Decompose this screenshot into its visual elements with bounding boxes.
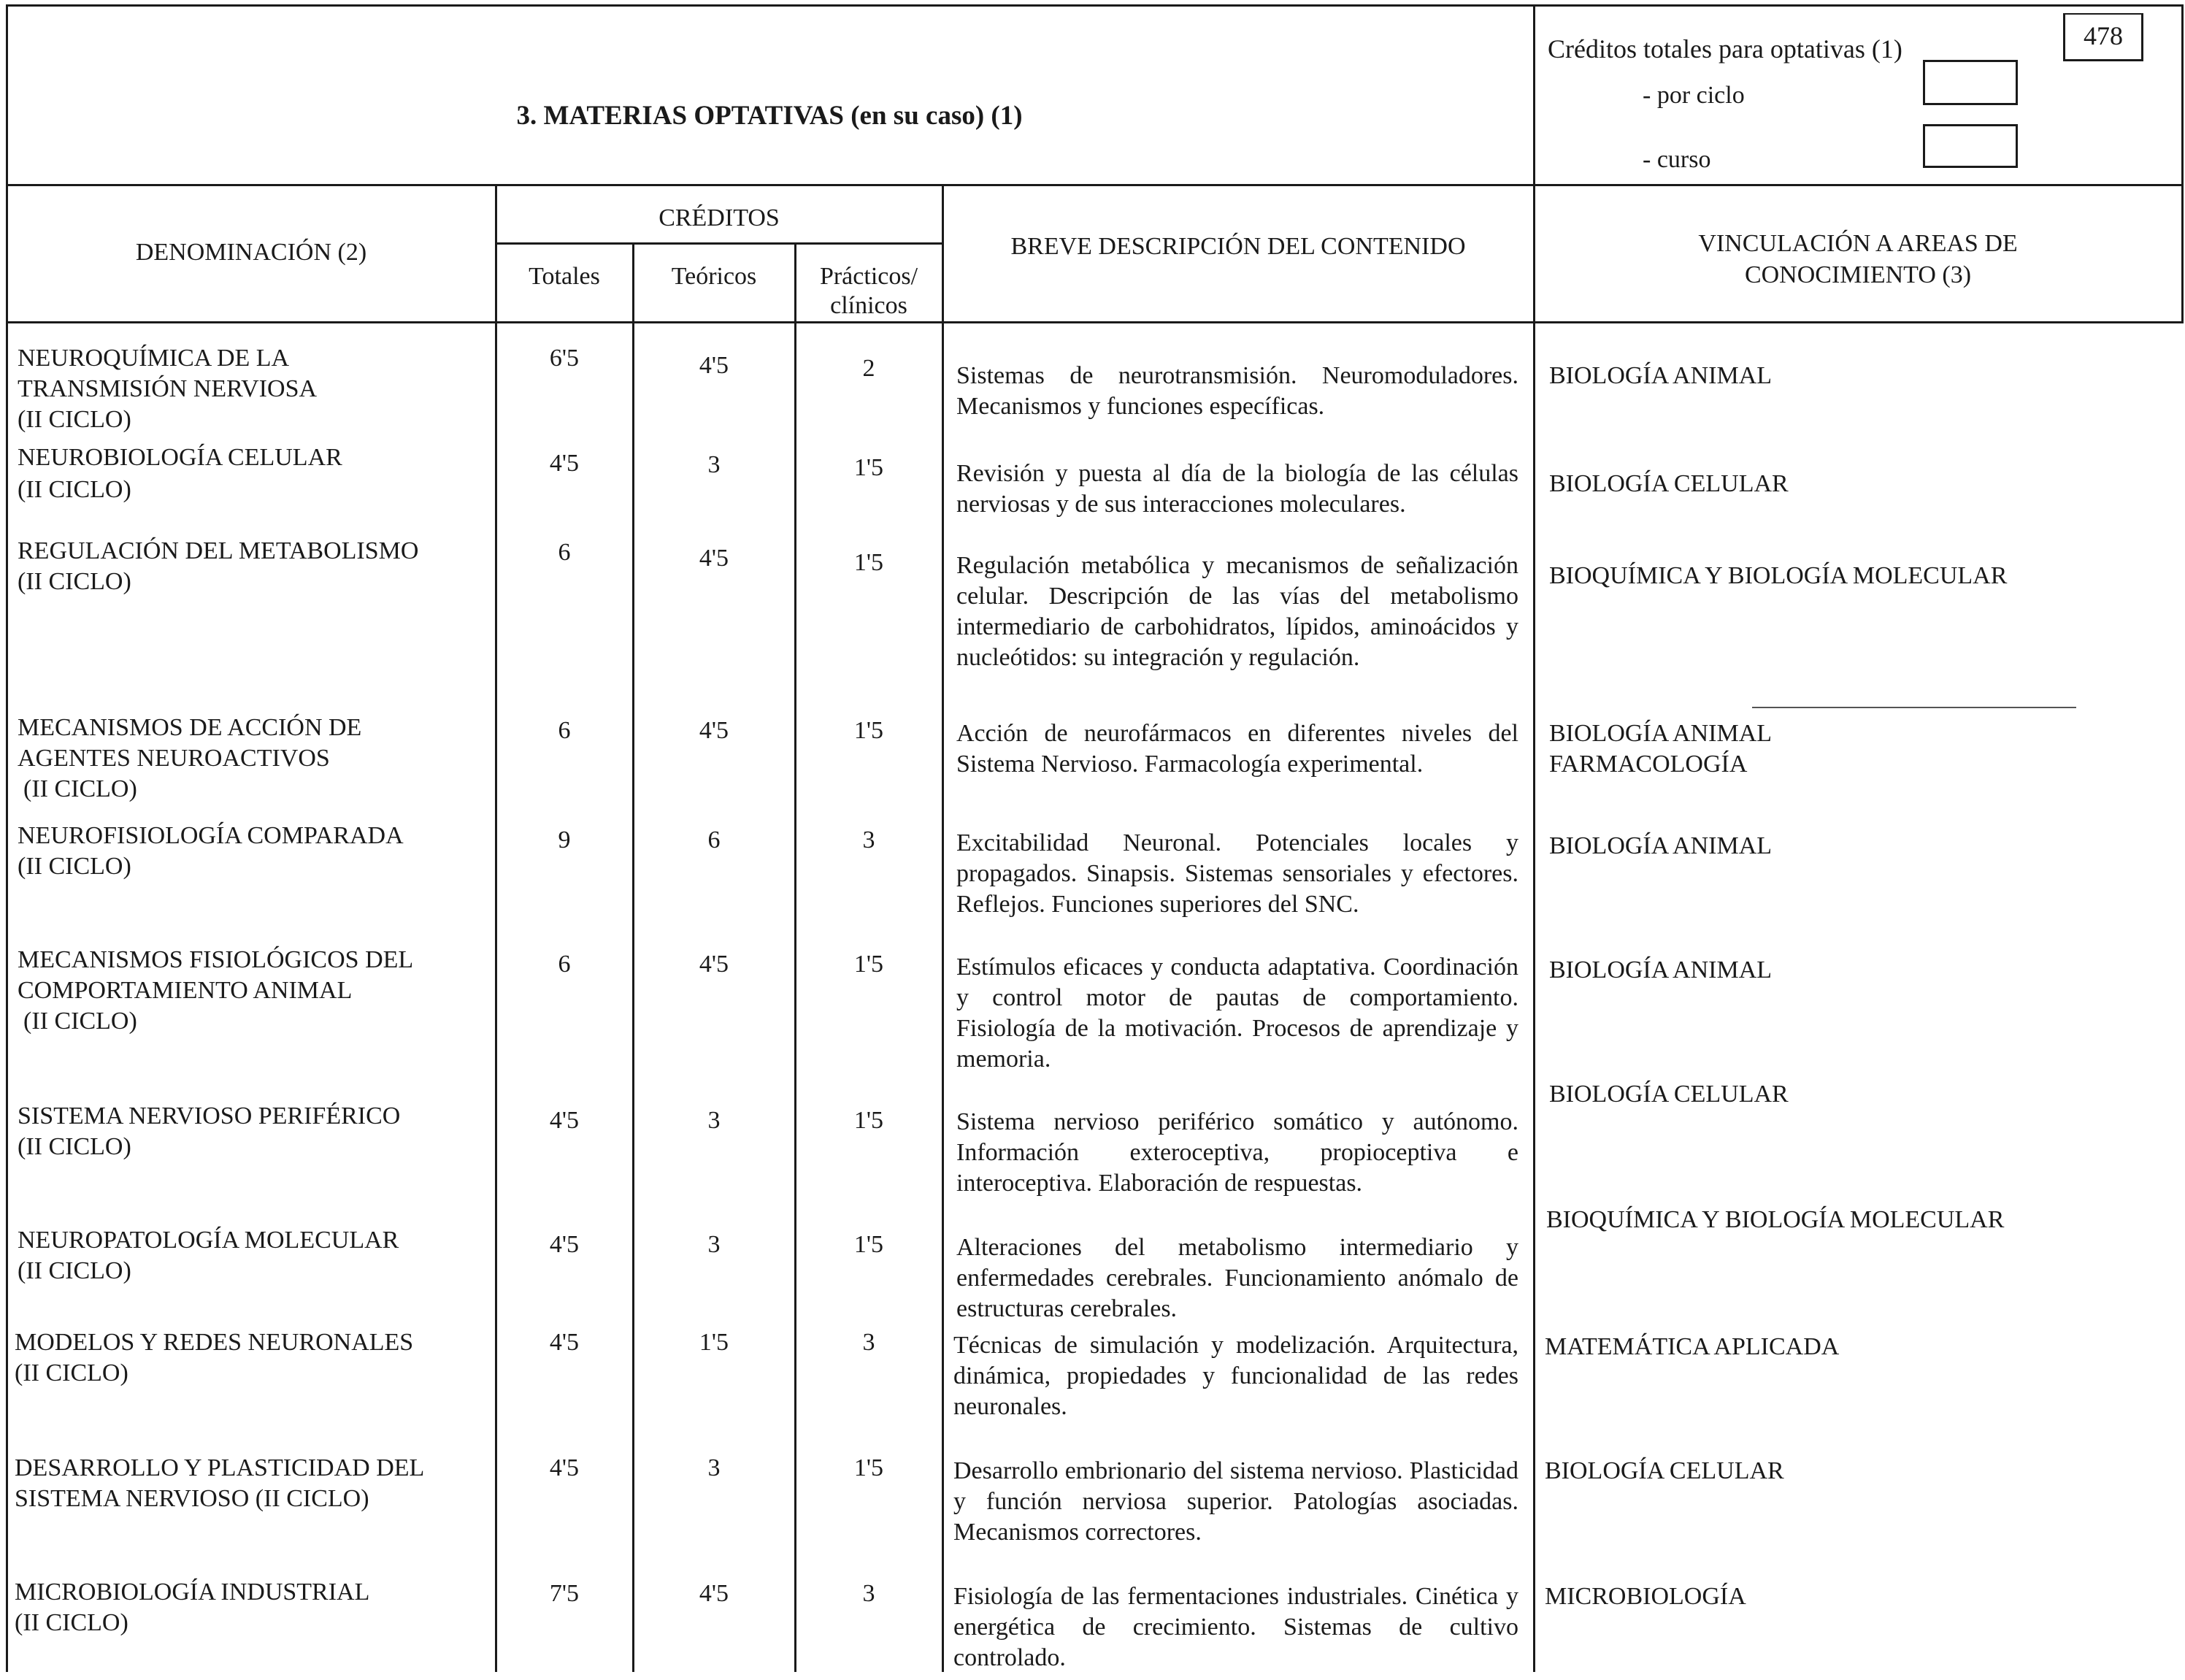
row-practicos: 1'5: [853, 717, 884, 744]
row-name-line: (II CICLO): [23, 1008, 137, 1035]
row-practicos: 3: [862, 1329, 875, 1356]
row-teoricos: 3: [707, 451, 721, 478]
col-practicos-line1: Prácticos/: [819, 263, 918, 290]
frame-top: [6, 4, 2184, 7]
frame-right: [2181, 4, 2184, 323]
col-denominacion: DENOMINACIÓN (2): [135, 239, 367, 266]
row-name-line: TRANSMISIÓN NERVIOSA: [18, 375, 318, 402]
col-line-desc-left: [942, 184, 944, 1672]
row-description: Sistema nervioso periférico somático y autónomo. Información exteroceptiva, propioceptiva e interoceptiva. Elaboración de respuestas.: [956, 1108, 1518, 1197]
row-description: Regulación metabólica y mecanismos de señalización celular. Descripción de las vías del metabolismo intermediario de carbohidratos, lípidos, aminoácidos y nucleótidos: su integración y regulación.: [956, 552, 1518, 671]
row-area: BIOLOGÍA ANIMAL: [1549, 956, 1773, 983]
col-practicos-line2: clínicos: [830, 292, 907, 319]
row-practicos: 2: [862, 355, 875, 382]
row-teoricos: 3: [707, 1231, 721, 1258]
row-teoricos: 4'5: [699, 545, 729, 572]
row-area: MICROBIOLOGÍA: [1545, 1583, 1746, 1610]
row-area: BIOLOGÍA ANIMAL: [1549, 832, 1773, 859]
row-teoricos: 4'5: [699, 717, 729, 744]
col-teoricos: Teóricos: [671, 263, 757, 290]
row-area: FARMACOLOGÍA: [1549, 751, 1748, 778]
header-bottom-rule: [6, 184, 2184, 186]
row-name-line: (II CICLO): [15, 1359, 128, 1386]
row-area: BIOLOGÍA ANIMAL: [1549, 720, 1773, 747]
row-teoricos: 1'5: [699, 1329, 729, 1356]
row-totales: 6: [558, 717, 571, 744]
row-totales: 6: [558, 539, 571, 566]
col-creditos: CRÉDITOS: [658, 204, 780, 231]
row-teoricos: 3: [707, 1107, 721, 1134]
row-totales: 6'5: [549, 345, 580, 372]
row-totales: 4'5: [549, 1329, 580, 1356]
row-area: BIOLOGÍA ANIMAL: [1549, 362, 1773, 389]
area-separator-rule: [1752, 707, 2076, 708]
row-totales: 4'5: [549, 1107, 580, 1134]
row-practicos: 1'5: [853, 1231, 884, 1258]
row-practicos: 1'5: [853, 951, 884, 978]
row-practicos: 3: [862, 1580, 875, 1607]
row-teoricos: 3: [707, 1454, 721, 1481]
row-area: BIOLOGÍA CELULAR: [1545, 1457, 1784, 1484]
row-totales: 7'5: [549, 1580, 580, 1607]
row-totales: 6: [558, 951, 571, 978]
row-practicos: 1'5: [853, 1454, 884, 1481]
row-description: Revisión y puesta al día de la biología de las células nerviosas y de sus interacciones moleculares.: [956, 460, 1518, 518]
row-teoricos: 4'5: [699, 1580, 729, 1607]
por-ciclo-box: [1923, 60, 2018, 105]
row-description: Sistemas de neurotransmisión. Neuromoduladores. Mecanismos y funciones específicas.: [956, 362, 1518, 420]
row-area: BIOQUÍMICA Y BIOLOGÍA MOLECULAR: [1546, 1206, 2005, 1233]
row-name-line: SISTEMA NERVIOSO PERIFÉRICO: [18, 1102, 401, 1129]
row-name-line: (II CICLO): [18, 568, 131, 595]
row-totales: 9: [558, 826, 571, 854]
row-description: Alteraciones del metabolismo intermediario y enfermedades cerebrales. Funcionamiento anómalo de estructuras cerebrales.: [956, 1234, 1518, 1322]
credits-total-label: Créditos totales para optativas (1): [1548, 34, 1902, 64]
row-area: BIOQUÍMICA Y BIOLOGÍA MOLECULAR: [1549, 562, 2008, 589]
curso-box: [1923, 124, 2018, 168]
creditos-subheader-rule: [495, 242, 943, 245]
row-name-line: NEUROBIOLOGÍA CELULAR: [18, 444, 342, 471]
col-vinculacion-line2: CONOCIMIENTO (3): [1744, 261, 1972, 288]
row-name-line: NEUROFISIOLOGÍA COMPARADA: [18, 822, 404, 849]
row-name-line: MODELOS Y REDES NEURONALES: [15, 1329, 414, 1356]
row-teoricos: 4'5: [699, 951, 729, 978]
row-description: Técnicas de simulación y modelización. Arquitectura, dinámica, propiedades y funcionalidad de las redes neuronales.: [953, 1332, 1518, 1420]
row-name-line: (II CICLO): [18, 853, 131, 880]
row-practicos: 1'5: [853, 1107, 884, 1134]
row-totales: 4'5: [549, 1231, 580, 1258]
col-totales: Totales: [529, 263, 600, 290]
row-description: Desarrollo embrionario del sistema nervioso. Plasticidad y función nerviosa superior. Patologías asociadas. Mecanismos correctores.: [953, 1457, 1518, 1546]
row-description: Acción de neurofármacos en diferentes niveles del Sistema Nervioso. Farmacología experimental.: [956, 720, 1518, 778]
row-practicos: 1'5: [853, 454, 884, 481]
row-name-line: (II CICLO): [18, 406, 131, 433]
row-practicos: 3: [862, 826, 875, 854]
row-name-line: SISTEMA NERVIOSO (II CICLO): [15, 1485, 369, 1512]
row-totales: 4'5: [549, 1454, 580, 1481]
row-name-line: COMPORTAMIENTO ANIMAL: [18, 977, 353, 1004]
row-description: Fisiología de las fermentaciones industriales. Cinética y energética de crecimiento. Sistemas de cultivo controlado.: [953, 1583, 1518, 1671]
page-title: 3. MATERIAS OPTATIVAS (en su caso) (1): [516, 101, 1023, 131]
row-totales: 4'5: [549, 450, 580, 477]
colheader-bottom-rule: [6, 321, 2184, 323]
row-name-line: MECANISMOS DE ACCIÓN DE: [18, 714, 362, 741]
row-area: BIOLOGÍA CELULAR: [1549, 1081, 1789, 1108]
row-practicos: 1'5: [853, 549, 884, 576]
col-vinculacion-line1: VINCULACIÓN A AREAS DE: [1698, 230, 2018, 257]
credits-total-value: 478: [2063, 13, 2143, 61]
row-name-line: MICROBIOLOGÍA INDUSTRIAL: [15, 1579, 370, 1606]
row-name-line: MECANISMOS FISIOLÓGICOS DEL: [18, 946, 414, 973]
por-ciclo-label: - por ciclo: [1643, 82, 1745, 109]
row-name-line: (II CICLO): [15, 1609, 128, 1636]
row-description: Estímulos eficaces y conducta adaptativa. Coordinación y control motor de pautas de comportamiento. Fisiología de la motivación. Procesos de aprendizaje y memoria.: [956, 954, 1518, 1073]
curso-label: - curso: [1643, 146, 1711, 173]
row-description: Excitabilidad Neuronal. Potenciales locales y propagados. Sinapsis. Sistemas sensoriales y efectores. Reflejos. Funciones superiores del SNC.: [956, 829, 1518, 918]
row-name-line: NEUROQUÍMICA DE LA: [18, 345, 290, 372]
row-name-line: DESARROLLO Y PLASTICIDAD DEL: [15, 1454, 425, 1481]
col-descripcion: BREVE DESCRIPCIÓN DEL CONTENIDO: [1010, 233, 1466, 260]
row-name-line: (II CICLO): [18, 476, 131, 503]
row-name-line: NEUROPATOLOGÍA MOLECULAR: [18, 1227, 399, 1254]
row-name-line: (II CICLO): [23, 775, 137, 802]
row-name-line: (II CICLO): [18, 1133, 131, 1160]
row-area: MATEMÁTICA APLICADA: [1545, 1333, 1840, 1360]
row-name-line: REGULACIÓN DEL METABOLISMO: [18, 537, 419, 564]
col-line-creditos-left: [495, 184, 497, 1672]
row-teoricos: 4'5: [699, 352, 729, 379]
row-area: BIOLOGÍA CELULAR: [1549, 470, 1789, 497]
row-teoricos: 6: [707, 826, 721, 854]
row-name-line: AGENTES NEUROACTIVOS: [18, 745, 330, 772]
row-name-line: (II CICLO): [18, 1257, 131, 1284]
